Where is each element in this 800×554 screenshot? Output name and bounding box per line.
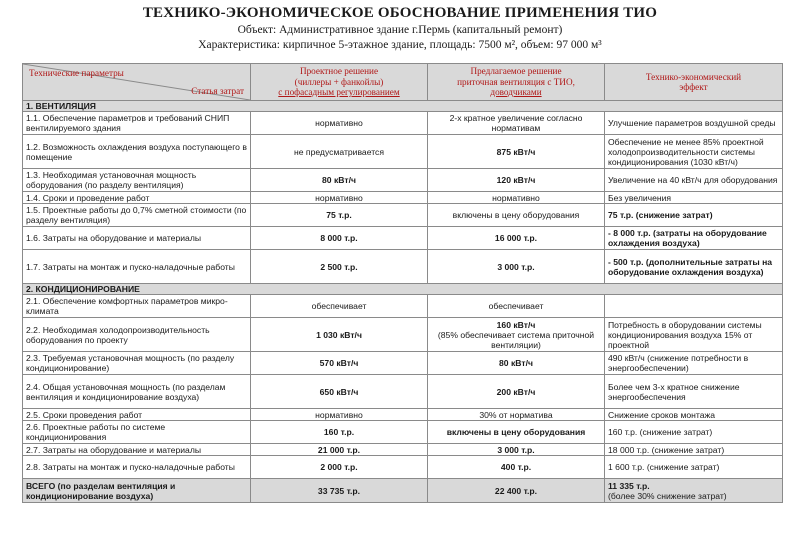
effect-cell: 1 600 т.р. (снижение затрат): [605, 456, 783, 479]
project-cell: 650 кВт/ч: [251, 375, 428, 409]
param-cell: 2.3. Требуемая установочная мощность (по разделу кондиционирование): [23, 352, 251, 375]
proposed-cell: 200 кВт/ч: [428, 375, 605, 409]
header-effect-line2: эффект: [679, 82, 708, 92]
param-cell: 1.1. Обеспечение параметров и требований СНИП вентилируемого здания: [23, 112, 251, 135]
project-cell: 2 000 т.р.: [251, 456, 428, 479]
effect-cell: Снижение сроков монтажа: [605, 409, 783, 421]
effect-cell: Улучшение параметров воздушной среды: [605, 112, 783, 135]
param-cell: 1.2. Возможность охлаждения воздуха поступающего в помещение: [23, 135, 251, 169]
table-row: [23, 318, 783, 352]
project-cell: 570 кВт/ч: [251, 352, 428, 375]
project-cell: 2 500 т.р.: [251, 250, 428, 284]
total-effect-note: (более 30% снижение затрат): [608, 490, 727, 501]
section-title-conditioning: 2. КОНДИЦИОНИРОВАНИЕ: [23, 284, 783, 295]
document-header: [0, 4, 800, 52]
table-row: [23, 192, 783, 204]
proposed-cell: 80 кВт/ч: [428, 352, 605, 375]
table-row: [23, 444, 783, 456]
comparison-table-wrapper: [22, 63, 782, 503]
proposed-cell: 16 000 т.р.: [428, 227, 605, 250]
project-cell: 21 000 т.р.: [251, 444, 428, 456]
header-proposed-line3: доводчиками: [490, 87, 542, 98]
proposed-cell: 400 т.р.: [428, 456, 605, 479]
table-row: [23, 295, 783, 318]
proposed-cell: 30% от норматива: [428, 409, 605, 421]
effect-cell: [605, 295, 783, 318]
header-project-line2: (чиллеры + фанкойлы): [294, 76, 384, 87]
header-proposed-line1: Предлагаемое решение: [470, 66, 562, 77]
effect-cell: 160 т.р. (снижение затрат): [605, 421, 783, 444]
effect-cell: Увеличение на 40 кВт/ч для оборудования: [605, 169, 783, 192]
project-cell: 75 т.р.: [251, 204, 428, 227]
header-project-line3: с пофасадным регулированием: [278, 87, 400, 98]
total-effect-cell: [605, 479, 783, 503]
proposed-cell: нормативно: [428, 192, 605, 204]
project-cell: обеспечивает: [251, 295, 428, 318]
comparison-table: [22, 63, 783, 503]
param-cell: 2.8. Затраты на монтаж и пуско-наладочные работы: [23, 456, 251, 479]
document-title: ТЕХНИКО-ЭКОНОМИЧЕСКОЕ ОБОСНОВАНИЕ ПРИМЕНЕНИЯ ТИО: [142, 5, 658, 21]
header-parameters-label: Технические параметры: [29, 68, 124, 78]
characteristic-line: Характеристика: кирпичное 5-этажное здание, площадь: 7500 м², объем: 97 000 м³: [198, 38, 602, 51]
proposed-cell: включены в цену оборудования: [428, 204, 605, 227]
header-cell-project: [251, 64, 428, 101]
param-cell: 2.4. Общая установочная мощность (по разделам вентиляция и кондиционирование воздуха): [23, 375, 251, 409]
effect-cell: 490 кВт/ч (снижение потребности в энергообеспечении): [605, 352, 783, 375]
table-row: [23, 135, 783, 169]
table-header-row: [23, 64, 783, 101]
param-cell: 1.3. Необходимая установочная мощность оборудования (по разделу вентиляция): [23, 169, 251, 192]
proposed-cell: обеспечивает: [428, 295, 605, 318]
project-cell: 80 кВт/ч: [251, 169, 428, 192]
header-cell-parameters: [23, 64, 251, 101]
proposed-cell: 875 кВт/ч: [428, 135, 605, 169]
header-proposed-line2: приточная вентиляция с ТИО,: [457, 76, 575, 87]
table-row: [23, 456, 783, 479]
project-cell: не предусматривается: [251, 135, 428, 169]
proposed-cell: 120 кВт/ч: [428, 169, 605, 192]
effect-cell: - 500 т.р. (дополнительные затраты на оборудование охлаждения воздуха): [605, 250, 783, 284]
param-cell: 2.6. Проектные работы по системе кондиционирования: [23, 421, 251, 444]
param-cell: 1.6. Затраты на оборудование и материалы: [23, 227, 251, 250]
header-effect-line1: Технико-экономический: [645, 71, 742, 82]
proposed-note: (85% обеспечивает система приточной вентиляции): [437, 329, 595, 350]
project-cell: нормативно: [251, 409, 428, 421]
table-row: [23, 409, 783, 421]
proposed-cell: включены в цену оборудования: [428, 421, 605, 444]
effect-cell: Без увеличения: [605, 192, 783, 204]
effect-cell: 75 т.р. (снижение затрат): [605, 204, 783, 227]
proposed-cell: [428, 318, 605, 352]
proposed-main-value: 160 кВт/ч: [496, 319, 536, 330]
table-row: [23, 169, 783, 192]
param-cell: 2.5. Сроки проведения работ: [23, 409, 251, 421]
param-cell: 1.7. Затраты на монтаж и пуско-наладочные работы: [23, 250, 251, 284]
table-row: [23, 204, 783, 227]
section-title-ventilation: 1. ВЕНТИЛЯЦИЯ: [23, 101, 783, 112]
total-proposed-cell: 22 400 т.р.: [428, 479, 605, 503]
project-cell: 160 т.р.: [251, 421, 428, 444]
project-cell: нормативно: [251, 192, 428, 204]
param-cell: 1.4. Сроки и проведение работ: [23, 192, 251, 204]
param-cell: 2.1. Обеспечение комфортных параметров микро-климата: [23, 295, 251, 318]
header-cell-proposed: [428, 64, 605, 101]
header-project-line1: Проектное решение: [299, 66, 379, 77]
project-cell: 8 000 т.р.: [251, 227, 428, 250]
effect-cell: Более чем 3-х кратное снижение энергообеспечения: [605, 375, 783, 409]
total-project-cell: 33 735 т.р.: [251, 479, 428, 503]
proposed-cell: 2-х кратное увеличение согласно нормативам: [428, 112, 605, 135]
section-row-conditioning: [23, 284, 783, 295]
proposed-cell: 3 000 т.р.: [428, 250, 605, 284]
param-cell: 2.2. Необходимая холодопроизводительность оборудования по проекту: [23, 318, 251, 352]
total-row: [23, 479, 783, 503]
project-cell: нормативно: [251, 112, 428, 135]
param-cell: 1.5. Проектные работы до 0,7% сметной стоимости (по разделу вентиляция): [23, 204, 251, 227]
effect-cell: - 8 000 т.р. (затраты на оборудование охлаждения воздуха): [605, 227, 783, 250]
table-row: [23, 250, 783, 284]
proposed-cell: 3 000 т.р.: [428, 444, 605, 456]
param-cell: 2.7. Затраты на оборудование и материалы: [23, 444, 251, 456]
effect-cell: 18 000 т.р. (снижение затрат): [605, 444, 783, 456]
total-param-cell: ВСЕГО (по разделам вентиляция и кондиционирование воздуха): [23, 479, 251, 503]
table-row: [23, 421, 783, 444]
section-row-ventilation: [23, 101, 783, 112]
header-cost-item-label: Статья затрат: [191, 85, 244, 96]
total-effect-value: 11 335 т.р.: [608, 480, 650, 491]
table-row: [23, 227, 783, 250]
effect-cell: Обеспечение не менее 85% проектной холодопроизводительности системы кондиционирования (1030 кВт/ч): [605, 135, 783, 169]
project-cell: 1 030 кВт/ч: [251, 318, 428, 352]
table-row: [23, 375, 783, 409]
effect-cell: Потребность в оборудовании системы кондиционирования воздуха 15% от проектной: [605, 318, 783, 352]
header-cell-effect: [605, 64, 783, 101]
table-row: [23, 112, 783, 135]
object-line: Объект: Административное здание г.Пермь (капитальный ремонт): [237, 24, 563, 36]
table-row: [23, 352, 783, 375]
